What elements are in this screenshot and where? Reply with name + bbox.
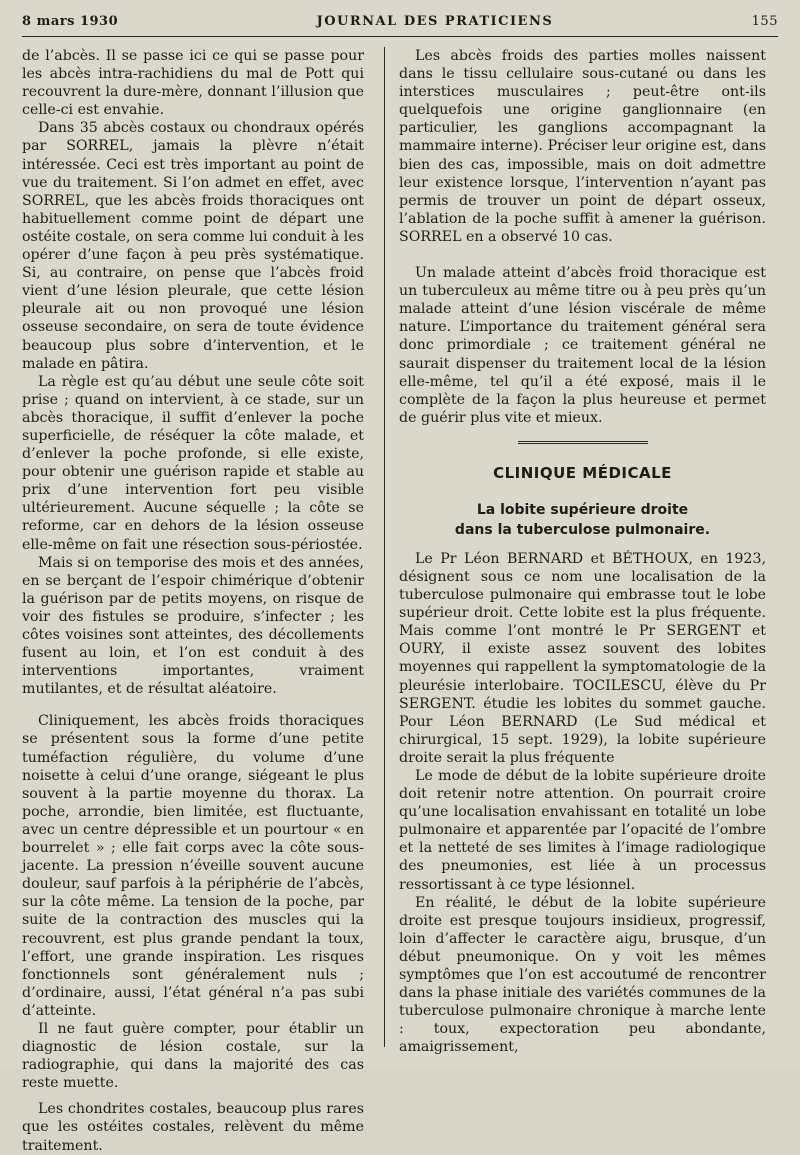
left-column [22, 47, 374, 1155]
paragraph: La règle est qu’au début une seule côte soit prise ; quand on intervient, à ce stade, sur un abcès thoracique, il suffit d’enlever la poche superficielle, de réséquer la côte malade, et d’enlever la poche profonde, si elle existe, pour obtenir une guérison rapide et stable au prix d’une intervention fort peu visible ultérieurement. Aucune séquelle ; la côte se reforme, car en dehors de la lésion osseuse elle-même on fait une résection sous-périostée. [22, 373, 364, 553]
right-column [384, 47, 766, 1056]
paragraph: Cliniquement, les abcès froids thoraciques se présentent sous la forme d’une petite tuméfaction régulière, du volume d’une noisette à celui d’une orange, siégeant le plus souvent à la partie moyenne du thorax. La poche, arrondie, bien limitée, est fluctuante, avec un centre dépressible et un pourtour « en bourrelet » ; elle fait corps avec la côte sous-jacente. La pression n’éveille souvent aucune douleur, sauf parfois à la périphérie de l’abcès, sur la côte même. La tension de la poche, par suite de la contraction des muscles qui la recouvrent, est plus grande pendant la toux, l’effort, une grande inspiration. Les risques fonctionnels sont généralement nuls ; d’ordinaire, aussi, l’état général n’a pas subi d’atteinte. [22, 713, 364, 1019]
paragraph: Le Pr Léon BERNARD et BÉTHOUX, en 1923, désignent sous ce nom une localisation de la tuberculose pulmonaire qui embrasse tout le lobe supérieur droit. Cette lobite est la plus fréquente. Mais comme l’ont montré le Pr SERGENT et OURY, il existe assez souvent des lobites moyennes qui rappellent la symptomatologie de la pleurésie interlobaire. TOCILESCU, élève du Pr SERGENT. étudie les lobites du sommet gauche. Pour Léon BERNARD (Le Sud médical et chirurgical, 15 sept. 1929), la lobite supérieure droite serait la plus fréquente [399, 550, 766, 766]
header-rule [22, 36, 778, 37]
section-heading: CLINIQUE MÉDICALE [493, 463, 672, 482]
article-title-line-2: dans la tuberculose pulmonaire. [454, 521, 711, 538]
section-divider [518, 441, 648, 446]
paragraph: de l’abcès. Il se passe ici ce qui se passe pour les abcès intra-rachidiens du mal de Pott qui recouvrent la dure-mère, donnant l’illusion que celle-ci est envahie. [22, 48, 364, 119]
page-number: 155 [751, 14, 778, 29]
paragraph: Dans 35 abcès costaux ou chondraux opérés par SORREL, jamais la plèvre n’était intéressée. Ceci est très important au point de vue du traitement. Si l’on admet en effet, avec SORREL, que les abcès froids thoraciques ont habituellement comme point de départ une ostéite costale, on sera comme lui conduit à les opérer d’une façon à peu près systématique. Si, au contraire, on pense que l’abcès froid vient d’une lésion pleurale, que cette lésion pleurale ait ou non provoqué une lésion osseuse secondaire, on sera de toute évidence beaucoup plus sobre d’intervention, et le malade en pâtira. [22, 120, 364, 372]
paragraph: Mais si on temporise des mois et des années, en se berçant de l’espoir chimérique d’obtenir la guérison par de petits moyens, on risque de voir des fistules se produire, s’infecter ; les côtes voisines sont atteintes, des décollements fusent au loin, et l’on est conduit à des interventions importantes, vraiment mutilantes, et de résultat aléatoire. [22, 554, 364, 698]
paragraph: Le mode de début de la lobite supérieure droite doit retenir notre attention. On pourrait croire qu’une localisation envahissant en totalité un lobe pulmonaire et apparentée par l’opacité de l’ombre et la netteté de ses limites à l’image radiologique des pneumonies, est liée à un processus ressortissant à ce type lésionnel. [399, 768, 766, 893]
running-header [22, 14, 778, 34]
journal-title: JOURNAL DES PRATICIENS [316, 14, 554, 29]
article-title-line-1: La lobite supérieure droite [476, 501, 689, 518]
issue-date: 8 mars 1930 [22, 14, 119, 29]
article-title [399, 500, 766, 540]
paragraph: Les abcès froids des parties molles naissent dans le tissu cellulaire sous-cutané ou dans les interstices musculaires ; peut-être ont-ils quelquefois une origine ganglionnaire (en particulier, les ganglions accompagnant la mammaire interne). Préciser leur origine est, dans bien des cas, impossible, mais on doit admettre leur existence lorsque, l’intervention n’ayant pas permis de trouver un point de départ osseux, l’ablation de la poche suffit à amener la guérison. SORREL en a observé 10 cas. [399, 48, 766, 245]
paragraph: Il ne faut guère compter, pour établir un diagnostic de lésion costale, sur la radiographie, qui dans la majorité des cas reste muette. [22, 1020, 364, 1092]
paragraph: Les chondrites costales, beaucoup plus rares que les ostéites costales, relèvent du même traitement. [22, 1101, 364, 1154]
paragraph: En réalité, le début de la lobite supérieure droite est presque toujours insidieux, progressif, loin d’affecter le caractère aigu, brusque, d’un début pneumonique. On y voit les mêmes symptômes que l’on est accoutumé de rencontrer dans la phase initiale des variétés communes de la tuberculose pulmonaire chronique à marche lente : toux, expectoration peu abondante, amaigrissement, [399, 894, 766, 1056]
paragraph: Un malade atteint d’abcès froid thoracique est un tuberculeux au même titre ou à peu près qu’un malade atteint d’une lésion viscérale de même nature. L’importance du traitement général sera donc primordiale ; ce traitement général ne saurait dispenser du traitement local de la lésion elle-même, tel qu’il a été exposé, mais il le complète de la façon la plus heureuse et permet de guérir plus vite et mieux. [399, 265, 766, 426]
